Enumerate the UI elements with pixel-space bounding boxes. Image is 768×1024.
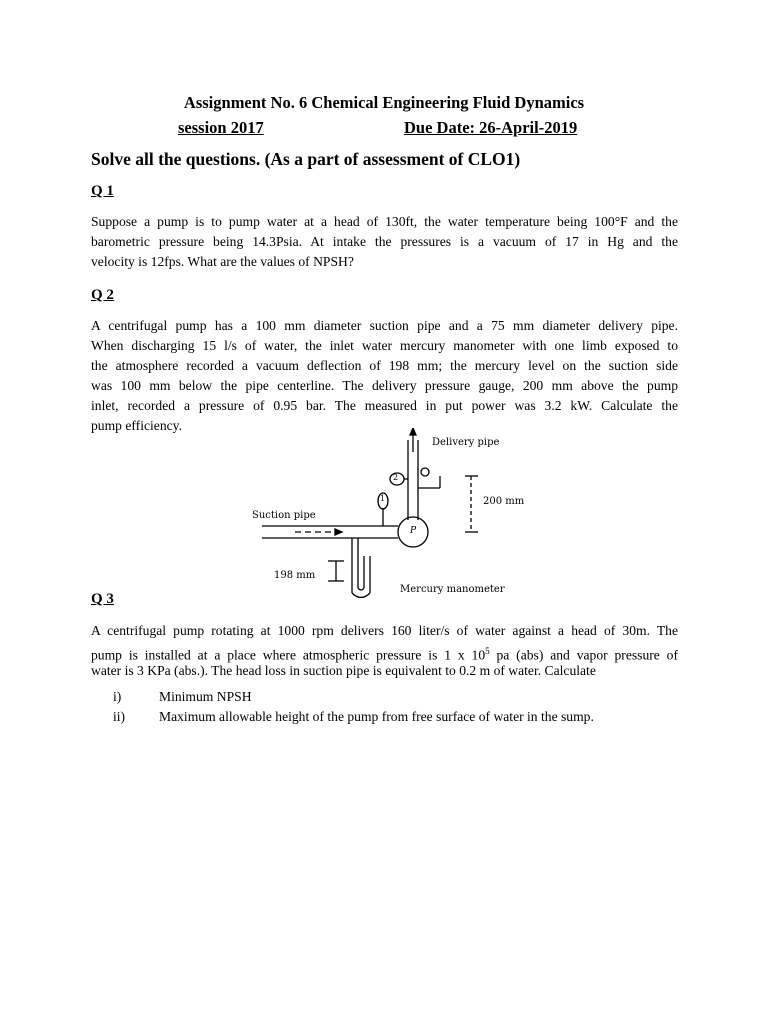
- list-item-number: ii): [113, 709, 126, 724]
- manometer-bend-inner: [358, 588, 364, 590]
- manometer-bend-outer: [352, 593, 370, 598]
- suction-flow-arrow: [335, 529, 342, 535]
- q2-line: A centrifugal pump has a 100 mm diameter suction pipe and a 75 mm diameter delivery pipe.: [91, 318, 678, 333]
- q2-line: pump efficiency.: [91, 418, 182, 433]
- q3-line-part: pa (abs) and vapor pressure of: [489, 647, 678, 663]
- label-delivery-pipe: Delivery pipe: [432, 437, 500, 448]
- list-item-number: i): [113, 689, 122, 704]
- delivery-arrow-head: [410, 428, 416, 435]
- delivery-tap: [421, 468, 429, 476]
- gauge-1-label: 1: [380, 494, 386, 503]
- q1-line: velocity is 12fps. What are the values of NPSH?: [91, 254, 354, 269]
- q2-line: When discharging 15 l/s of water, the inlet water mercury manometer with one limb exposed to: [91, 338, 678, 353]
- q1-heading: Q 1: [91, 183, 114, 199]
- gauge-2-label: 2: [393, 473, 399, 482]
- q2-line: was 100 mm below the pipe centerline. The delivery pressure gauge, 200 mm above the pump: [91, 378, 678, 393]
- q2-line: the atmosphere recorded a vacuum deflection of 198 mm; the mercury level on the suction side: [91, 358, 678, 373]
- due-date: Due Date: 26-April-2019: [404, 118, 578, 137]
- label-198-mm: 198 mm: [274, 570, 316, 581]
- q3-line: A centrifugal pump rotating at 1000 rpm delivers 160 liter/s of water against a head of 30m. The: [91, 623, 678, 638]
- q3-exponent: 5: [485, 646, 490, 656]
- q3-line: [91, 641, 678, 661]
- q2-line: inlet, recorded a pressure of 0.95 bar. The measured in put power was 3.2 kW. Calculate the: [91, 398, 678, 413]
- q3-text: [91, 621, 678, 681]
- assignment-title: Assignment No. 6 Chemical Engineering Fluid Dynamics: [183, 93, 585, 112]
- q2-heading: Q 2: [91, 287, 114, 303]
- list-item-text: Minimum NPSH: [159, 689, 252, 704]
- label-200-mm: 200 mm: [483, 496, 525, 507]
- label-suction-pipe: Suction pipe: [252, 510, 316, 521]
- q3-line: water is 3 KPa (abs.). The head loss in suction pipe is equivalent to 0.2 m of water. Calculate: [91, 663, 596, 678]
- instruction-text: Solve all the questions. (As a part of assessment of CLO1): [91, 149, 521, 169]
- q1-line: Suppose a pump is to pump water at a head of 130ft, the water temperature being 100°F and the: [91, 214, 678, 229]
- pump-diagram: [240, 428, 525, 598]
- q2-text: [91, 316, 678, 436]
- q1-text: [91, 212, 678, 272]
- label-mercury-manometer: Mercury manometer: [400, 584, 505, 595]
- pump-label: P: [410, 526, 417, 536]
- list-item-text: Maximum allowable height of the pump from free surface of water in the sump.: [159, 709, 594, 724]
- q3-line-part: pump is installed at a place where atmospheric pressure is 1 x 10: [91, 647, 486, 663]
- q3-heading: Q 3: [91, 591, 114, 607]
- session-label: session 2017: [178, 118, 264, 137]
- q1-line: barometric pressure being 14.3Psia. At intake the pressures is a vacuum of 17 in Hg and the: [91, 234, 678, 249]
